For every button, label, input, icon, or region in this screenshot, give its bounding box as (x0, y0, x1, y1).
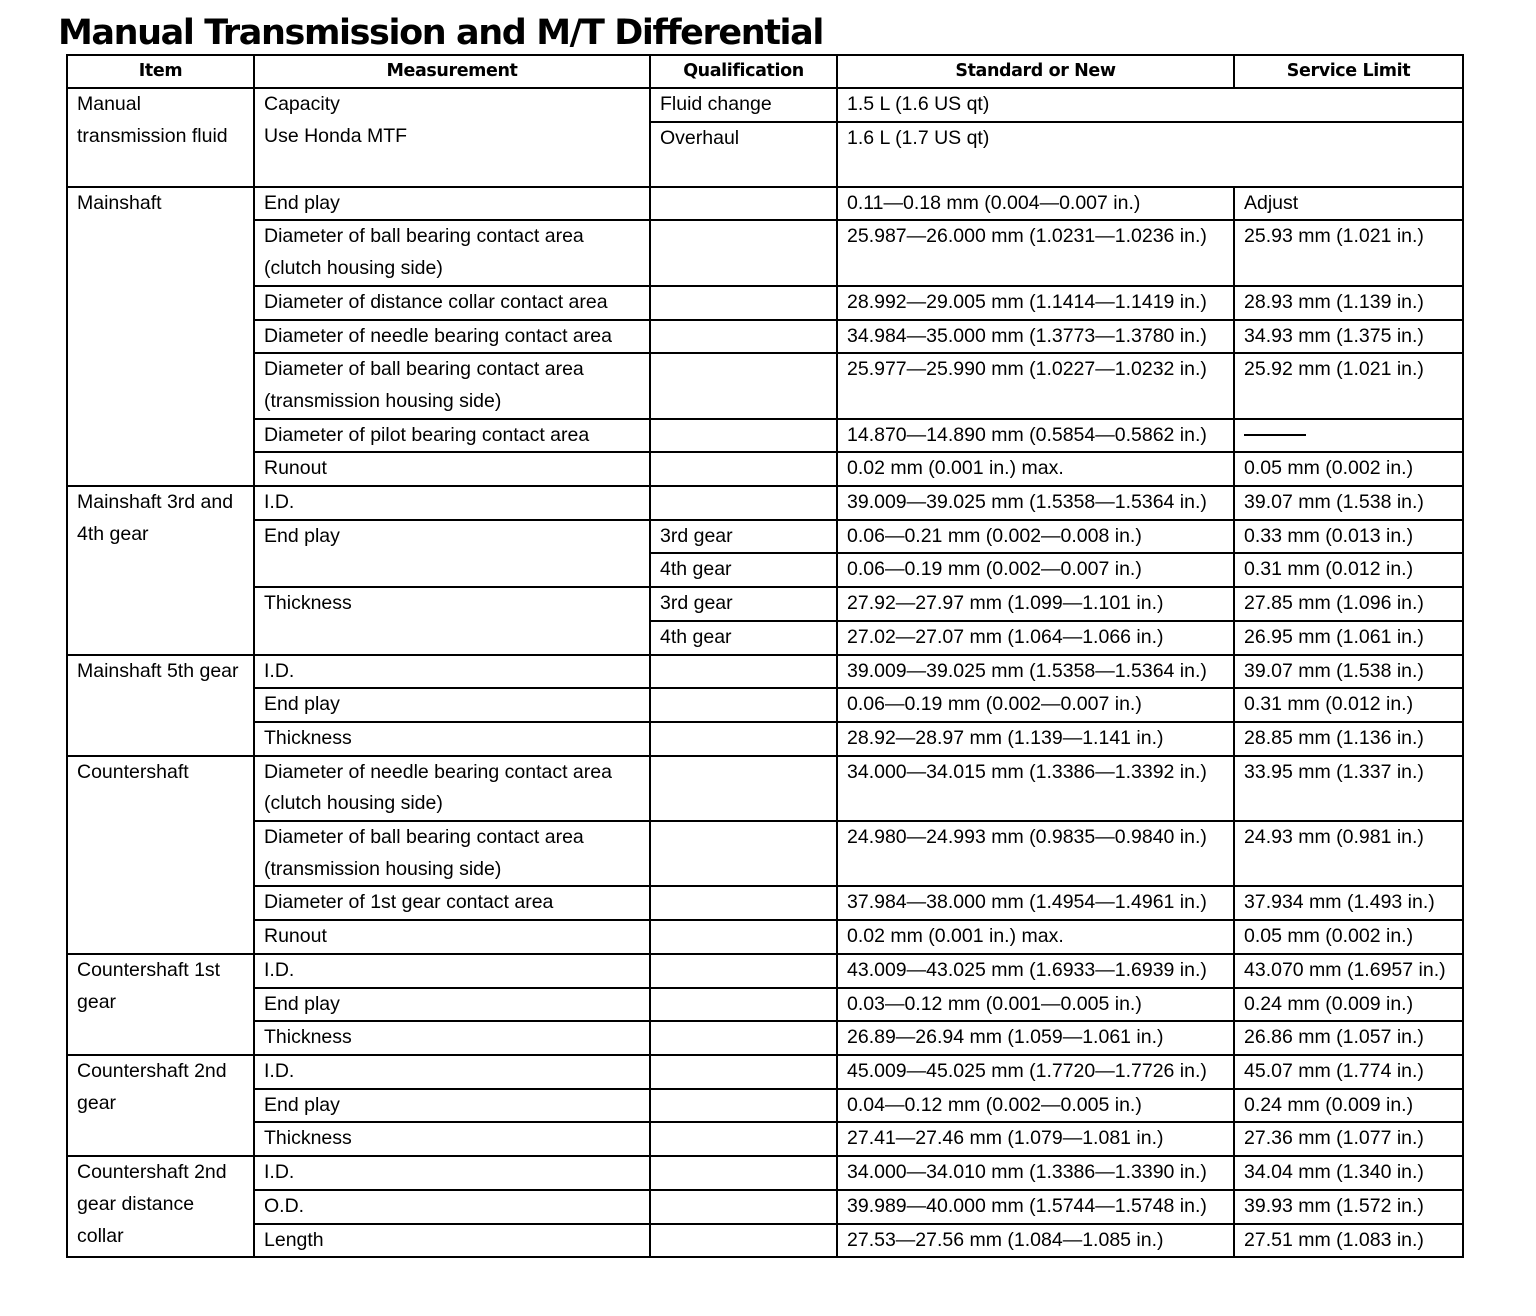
table-row (67, 286, 1463, 320)
measurement-cell: Diameter of 1st gear contact area (254, 886, 650, 920)
service-limit-cell: 0.05 mm (0.002 in.) (1234, 920, 1463, 954)
standard-cell: 1.6 L (1.7 US qt) (837, 122, 1463, 187)
header-qualification: Qualification (650, 55, 837, 88)
service-limit-cell: 45.07 mm (1.774 in.) (1234, 1055, 1463, 1089)
standard-cell: 25.977—25.990 mm (1.0227—1.0232 in.) (837, 353, 1234, 418)
item-cell: Mainshaft 5th gear (67, 655, 254, 756)
service-limit-cell: 0.24 mm (0.009 in.) (1234, 988, 1463, 1022)
table-row (67, 920, 1463, 954)
standard-cell: 0.02 mm (0.001 in.) max. (837, 452, 1234, 486)
qualification-cell (650, 988, 837, 1022)
table-row (67, 452, 1463, 486)
qualification-cell (650, 1055, 837, 1089)
qualification-cell (650, 886, 837, 920)
table-row (67, 220, 1463, 285)
measurement-cell: I.D. (254, 486, 650, 520)
table-row (67, 1122, 1463, 1156)
standard-cell: 1.5 L (1.6 US qt) (837, 88, 1463, 122)
standard-cell: 0.04—0.12 mm (0.002—0.005 in.) (837, 1089, 1234, 1123)
measurement-line: Capacity (264, 93, 340, 115)
qualification-cell (650, 954, 837, 988)
service-limit-cell: 27.36 mm (1.077 in.) (1234, 1122, 1463, 1156)
qualification-cell (650, 688, 837, 722)
service-limit-cell (1234, 419, 1463, 453)
qualification-cell (650, 756, 837, 821)
service-limit-cell: 33.95 mm (1.337 in.) (1234, 756, 1463, 821)
measurement-cell: Diameter of needle bearing contact area (clutch housing side) (254, 756, 650, 821)
table-row (67, 886, 1463, 920)
standard-cell: 27.41—27.46 mm (1.079—1.081 in.) (837, 1122, 1234, 1156)
standard-cell: 0.03—0.12 mm (0.001—0.005 in.) (837, 988, 1234, 1022)
qualification-cell (650, 1021, 837, 1055)
standard-cell: 34.984—35.000 mm (1.3773—1.3780 in.) (837, 320, 1234, 354)
table-row (67, 1156, 1463, 1190)
item-cell: Mainshaft (67, 187, 254, 486)
measurement-cell: Diameter of ball bearing contact area (clutch housing side) (254, 220, 650, 285)
service-limit-cell: 39.07 mm (1.538 in.) (1234, 486, 1463, 520)
measurement-cell: Thickness (254, 722, 650, 756)
table-row (67, 587, 1463, 621)
standard-cell: 37.984—38.000 mm (1.4954—1.4961 in.) (837, 886, 1234, 920)
standard-cell: 28.992—29.005 mm (1.1414—1.1419 in.) (837, 286, 1234, 320)
standard-cell: 27.92—27.97 mm (1.099—1.101 in.) (837, 587, 1234, 621)
item-cell: Countershaft 1st gear (67, 954, 254, 1055)
table-row (67, 320, 1463, 354)
service-limit-cell: 26.95 mm (1.061 in.) (1234, 621, 1463, 655)
service-limit-cell: 25.93 mm (1.021 in.) (1234, 220, 1463, 285)
service-limit-cell: 27.51 mm (1.083 in.) (1234, 1224, 1463, 1258)
qualification-cell (650, 1122, 837, 1156)
qualification-cell (650, 419, 837, 453)
service-limit-cell: 0.33 mm (0.013 in.) (1234, 520, 1463, 554)
measurement-cell: End play (254, 988, 650, 1022)
measurement-cell: Diameter of pilot bearing contact area (254, 419, 650, 453)
page-title: Manual Transmission and M/T Differential (58, 13, 823, 53)
standard-cell: 39.009—39.025 mm (1.5358—1.5364 in.) (837, 655, 1234, 689)
table-row (67, 821, 1463, 886)
standard-cell: 34.000—34.015 mm (1.3386—1.3392 in.) (837, 756, 1234, 821)
measurement-cell: Diameter of ball bearing contact area (transmission housing side) (254, 353, 650, 418)
qualification-cell: 3rd gear (650, 587, 837, 621)
standard-cell: 39.989—40.000 mm (1.5744—1.5748 in.) (837, 1190, 1234, 1224)
table-row (67, 688, 1463, 722)
table-row (67, 1190, 1463, 1224)
qualification-cell: 4th gear (650, 621, 837, 655)
standard-cell: 45.009—45.025 mm (1.7720—1.7726 in.) (837, 1055, 1234, 1089)
qualification-cell (650, 353, 837, 418)
service-limit-cell: 27.85 mm (1.096 in.) (1234, 587, 1463, 621)
qualification-cell (650, 320, 837, 354)
qualification-cell: 3rd gear (650, 520, 837, 554)
table-row (67, 756, 1463, 821)
measurement-cell: End play (254, 187, 650, 221)
table-row (67, 486, 1463, 520)
qualification-cell (650, 187, 837, 221)
standard-cell: 34.000—34.010 mm (1.3386—1.3390 in.) (837, 1156, 1234, 1190)
qualification-cell (650, 655, 837, 689)
table-row (67, 187, 1463, 221)
item-cell: Countershaft 2nd gear distance collar (67, 1156, 254, 1257)
table-row (67, 520, 1463, 554)
qualification-cell (650, 920, 837, 954)
standard-cell: 43.009—43.025 mm (1.6933—1.6939 in.) (837, 954, 1234, 988)
standard-cell: 0.06—0.21 mm (0.002—0.008 in.) (837, 520, 1234, 554)
measurement-cell: I.D. (254, 954, 650, 988)
service-limit-cell: 37.934 mm (1.493 in.) (1234, 886, 1463, 920)
measurement-cell (254, 88, 650, 187)
header-measurement: Measurement (254, 55, 650, 88)
measurement-cell: Length (254, 1224, 650, 1258)
item-cell: Mainshaft 3rd and 4th gear (67, 486, 254, 655)
table-row (67, 1021, 1463, 1055)
qualification-cell (650, 1224, 837, 1258)
standard-cell: 28.92—28.97 mm (1.139—1.141 in.) (837, 722, 1234, 756)
measurement-cell: Runout (254, 452, 650, 486)
service-limit-cell: 39.93 mm (1.572 in.) (1234, 1190, 1463, 1224)
table-row (67, 1089, 1463, 1123)
qualification-cell: 4th gear (650, 553, 837, 587)
not-applicable-dash (1244, 434, 1306, 436)
table-row (67, 1224, 1463, 1258)
measurement-cell: Diameter of needle bearing contact area (254, 320, 650, 354)
measurement-cell: Thickness (254, 587, 650, 654)
qualification-cell (650, 486, 837, 520)
qualification-cell (650, 220, 837, 285)
standard-cell: 0.06—0.19 mm (0.002—0.007 in.) (837, 688, 1234, 722)
qualification-cell (650, 821, 837, 886)
service-limit-cell: 28.93 mm (1.139 in.) (1234, 286, 1463, 320)
service-limit-cell: 24.93 mm (0.981 in.) (1234, 821, 1463, 886)
service-limit-cell: 0.31 mm (0.012 in.) (1234, 688, 1463, 722)
service-limit-cell: Adjust (1234, 187, 1463, 221)
spec-table (66, 54, 1464, 1258)
standard-cell: 0.02 mm (0.001 in.) max. (837, 920, 1234, 954)
table-row (67, 722, 1463, 756)
table-row (67, 988, 1463, 1022)
table-row (67, 353, 1463, 418)
table-row (67, 1055, 1463, 1089)
qualification-cell (650, 722, 837, 756)
header-row (67, 55, 1463, 88)
header-standard: Standard or New (837, 55, 1234, 88)
measurement-cell: End play (254, 1089, 650, 1123)
measurement-line: Use Honda MTF (264, 124, 408, 147)
table-row (67, 655, 1463, 689)
service-limit-cell: 25.92 mm (1.021 in.) (1234, 353, 1463, 418)
service-limit-cell: 0.05 mm (0.002 in.) (1234, 452, 1463, 486)
service-limit-cell: 34.93 mm (1.375 in.) (1234, 320, 1463, 354)
service-limit-cell: 39.07 mm (1.538 in.) (1234, 655, 1463, 689)
measurement-cell: I.D. (254, 1055, 650, 1089)
standard-cell: 0.11—0.18 mm (0.004—0.007 in.) (837, 187, 1234, 221)
header-service-limit: Service Limit (1234, 55, 1463, 88)
service-limit-cell: 34.04 mm (1.340 in.) (1234, 1156, 1463, 1190)
qualification-cell (650, 1190, 837, 1224)
header-item: Item (67, 55, 254, 88)
measurement-cell: Runout (254, 920, 650, 954)
standard-cell: 39.009—39.025 mm (1.5358—1.5364 in.) (837, 486, 1234, 520)
standard-cell: 27.53—27.56 mm (1.084—1.085 in.) (837, 1224, 1234, 1258)
measurement-cell: Thickness (254, 1122, 650, 1156)
measurement-cell: O.D. (254, 1190, 650, 1224)
qualification-cell (650, 1156, 837, 1190)
qualification-cell: Fluid change (650, 88, 837, 122)
service-limit-cell: 43.070 mm (1.6957 in.) (1234, 954, 1463, 988)
item-cell: Manual transmission fluid (67, 88, 254, 187)
standard-cell: 25.987—26.000 mm (1.0231—1.0236 in.) (837, 220, 1234, 285)
qualification-cell (650, 452, 837, 486)
service-limit-cell: 0.31 mm (0.012 in.) (1234, 553, 1463, 587)
measurement-cell: End play (254, 520, 650, 587)
qualification-cell (650, 286, 837, 320)
standard-cell: 0.06—0.19 mm (0.002—0.007 in.) (837, 553, 1234, 587)
standard-cell: 24.980—24.993 mm (0.9835—0.9840 in.) (837, 821, 1234, 886)
measurement-cell: Thickness (254, 1021, 650, 1055)
standard-cell: 26.89—26.94 mm (1.059—1.061 in.) (837, 1021, 1234, 1055)
measurement-cell: Diameter of distance collar contact area (254, 286, 650, 320)
qualification-cell (650, 1089, 837, 1123)
standard-cell: 14.870—14.890 mm (0.5854—0.5862 in.) (837, 419, 1234, 453)
measurement-cell: Diameter of ball bearing contact area (transmission housing side) (254, 821, 650, 886)
item-cell: Countershaft (67, 756, 254, 954)
qualification-cell: Overhaul (650, 122, 837, 187)
measurement-cell: End play (254, 688, 650, 722)
table-row (67, 88, 1463, 122)
measurement-cell: I.D. (254, 1156, 650, 1190)
measurement-cell: I.D. (254, 655, 650, 689)
standard-cell: 27.02—27.07 mm (1.064—1.066 in.) (837, 621, 1234, 655)
service-limit-cell: 26.86 mm (1.057 in.) (1234, 1021, 1463, 1055)
table-row (67, 954, 1463, 988)
service-limit-cell: 0.24 mm (0.009 in.) (1234, 1089, 1463, 1123)
table-row (67, 419, 1463, 453)
item-cell: Countershaft 2nd gear (67, 1055, 254, 1156)
service-limit-cell: 28.85 mm (1.136 in.) (1234, 722, 1463, 756)
